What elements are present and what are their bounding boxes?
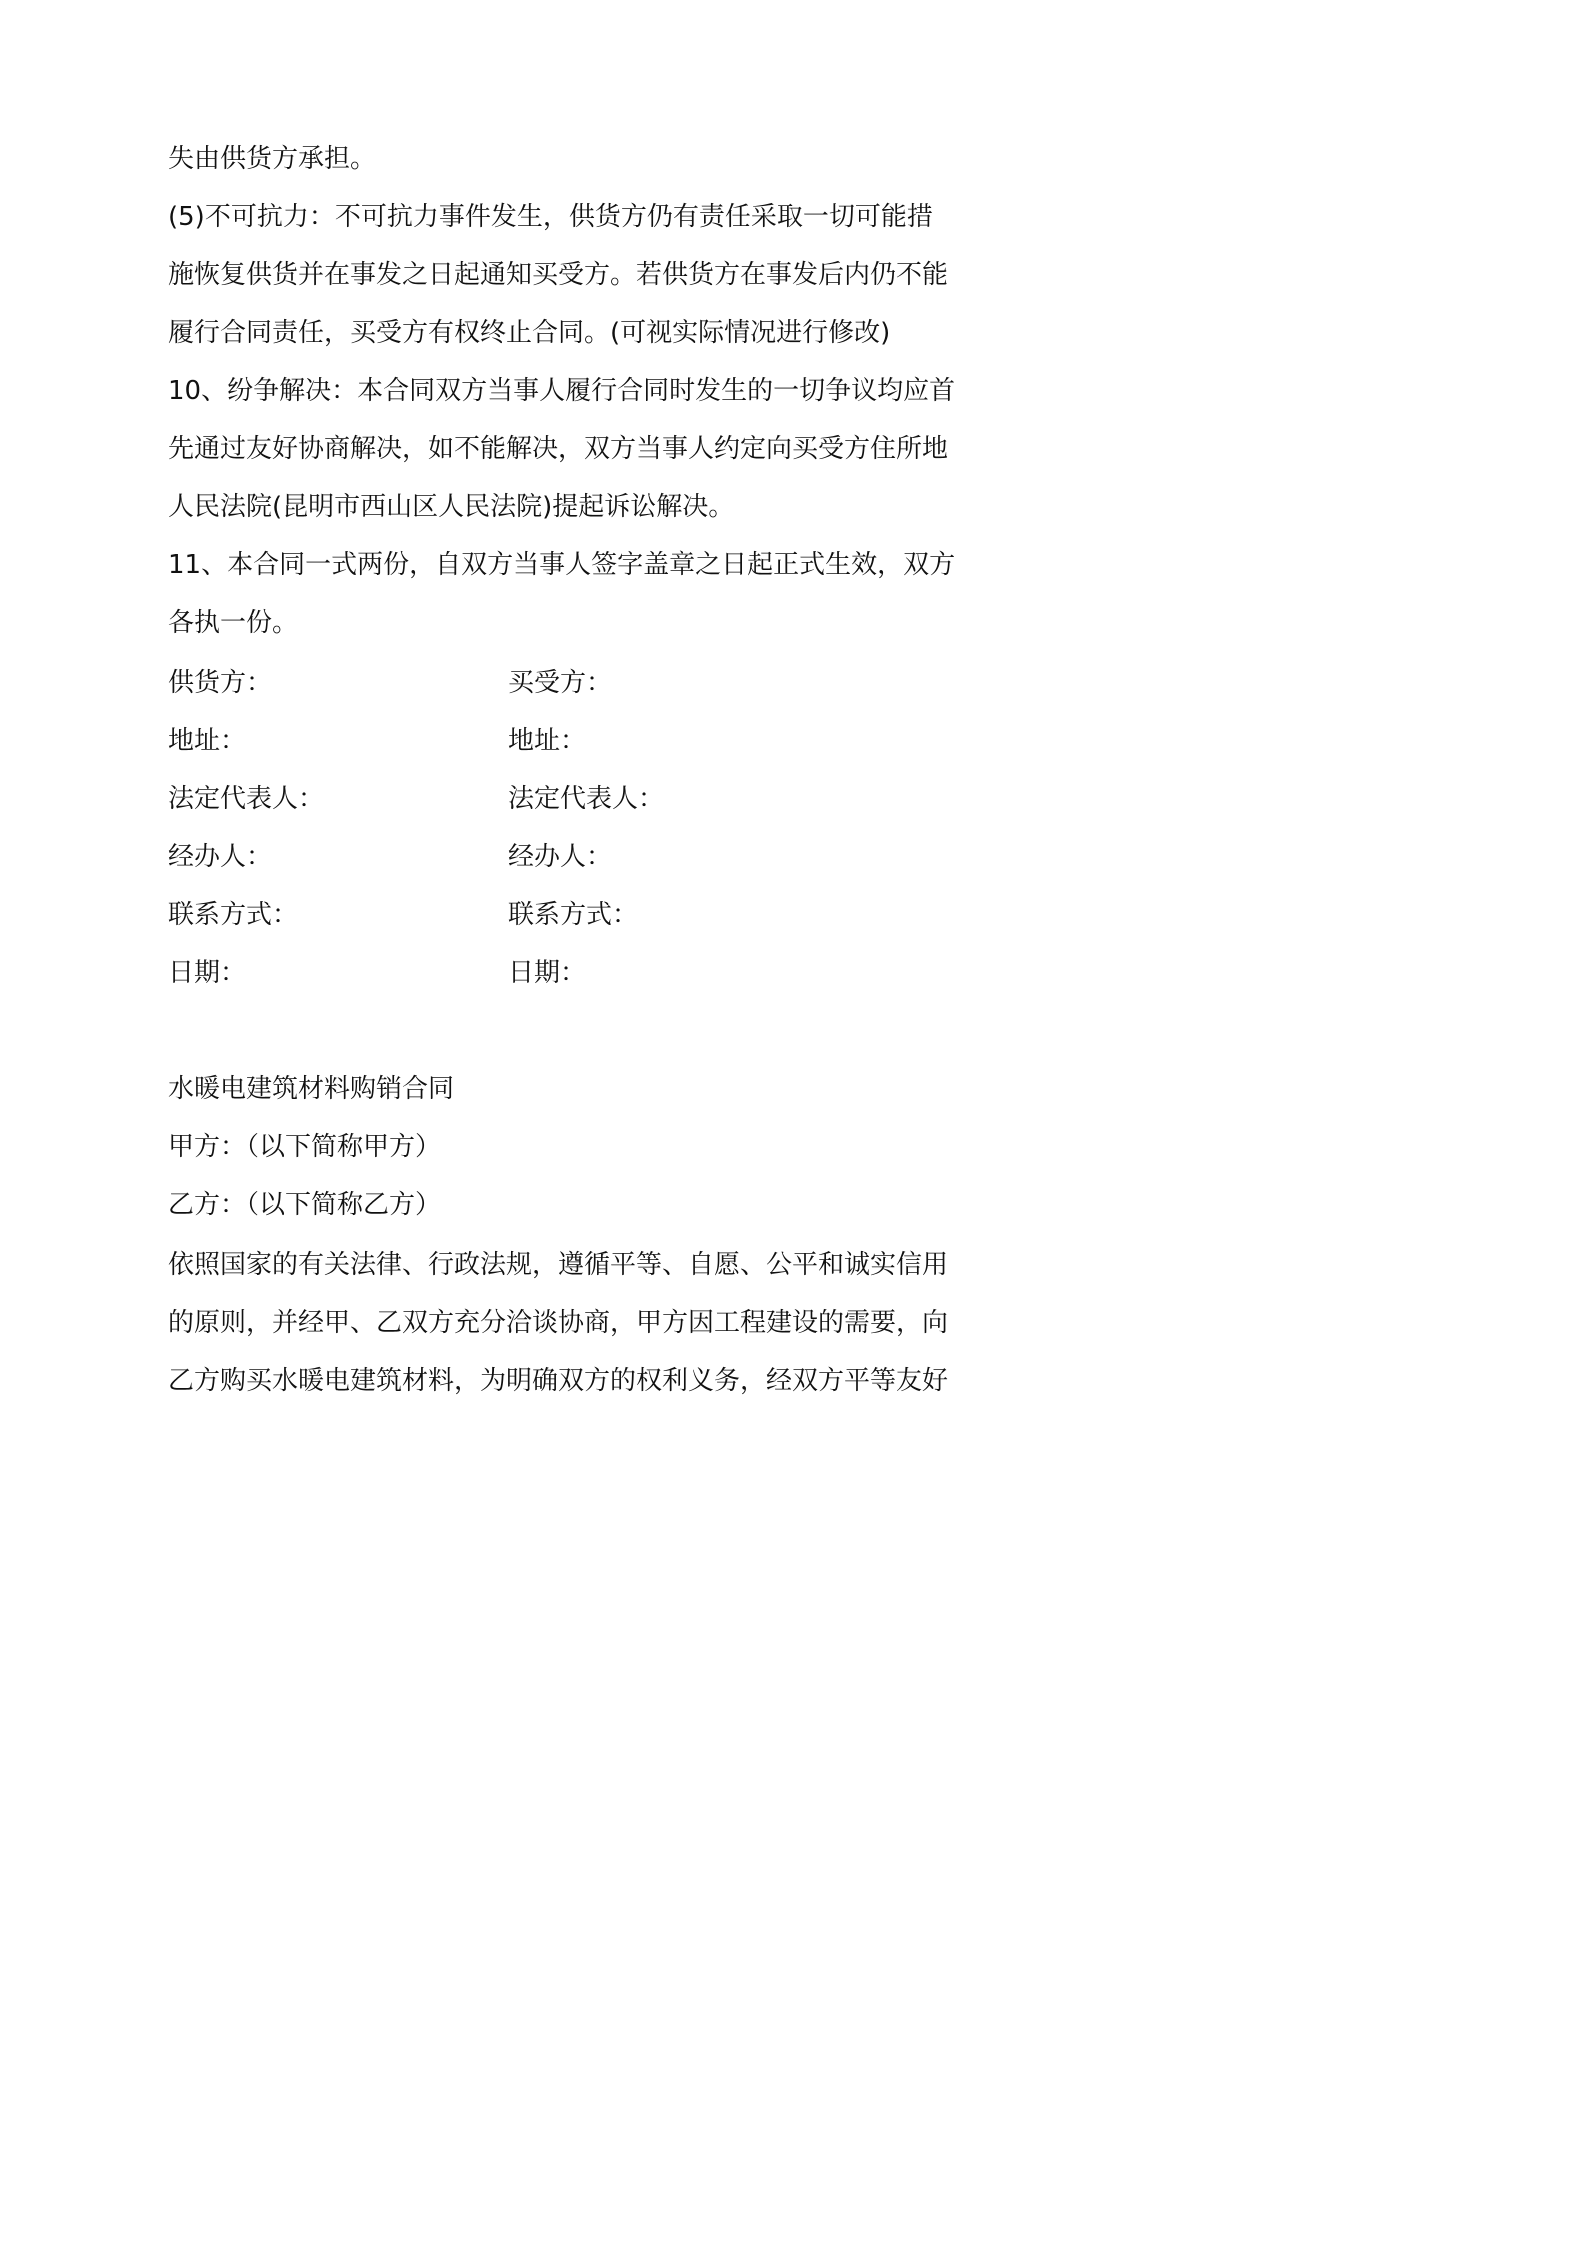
text-line-6: 先通过友好协商解决，如不能解决，双方当事人约定向买受方住所地 <box>168 434 949 464</box>
party-b-line: 乙方：（以下简称乙方） <box>168 1190 442 1220</box>
body-line-2: 的原则，并经甲、乙双方充分洽谈协商，甲方因工程建设的需要，向 <box>168 1308 949 1338</box>
signature-right-buyer: 买受方： <box>508 668 613 698</box>
text-line-1: 失由供货方承担。 <box>168 144 377 174</box>
signature-right-date: 日期： <box>508 958 587 988</box>
signature-right-legal-rep: 法定代表人： <box>508 784 665 814</box>
signature-right-address: 地址： <box>508 726 587 756</box>
document-page <box>0 0 1100 1556</box>
signature-right-handler: 经办人： <box>508 842 613 872</box>
signature-left-date: 日期： <box>168 958 247 988</box>
text-line-3: 施恢复供货并在事发之日起通知买受方。若供货方在事发后内仍不能 <box>168 260 949 290</box>
text-line-7: 人民法院(昆明市西山区人民法院)提起诉讼解决。 <box>168 492 735 522</box>
body-line-1: 依照国家的有关法律、行政法规，遵循平等、自愿、公平和诚实信用 <box>168 1250 949 1280</box>
signature-left-legal-rep: 法定代表人： <box>168 784 325 814</box>
signature-left-supplier: 供货方： <box>168 668 273 698</box>
signature-left-handler: 经办人： <box>168 842 273 872</box>
text-line-4: 履行合同责任，买受方有权终止合同。(可视实际情况进行修改) <box>168 318 891 348</box>
party-a-line: 甲方：（以下简称甲方） <box>168 1132 442 1162</box>
signature-right-contact: 联系方式： <box>508 900 639 930</box>
text-line-2: (5)不可抗力：不可抗力事件发生，供货方仍有责任采取一切可能措 <box>168 202 933 232</box>
text-line-9: 各执一份。 <box>168 608 299 638</box>
signature-left-address: 地址： <box>168 726 247 756</box>
contract-title: 水暖电建筑材料购销合同 <box>168 1074 455 1104</box>
signature-left-contact: 联系方式： <box>168 900 299 930</box>
text-line-5: 10、纷争解决：本合同双方当事人履行合同时发生的一切争议均应首 <box>168 376 956 406</box>
body-line-3: 乙方购买水暖电建筑材料，为明确双方的权利义务，经双方平等友好 <box>168 1366 949 1396</box>
text-line-8: 11、本合同一式两份，自双方当事人签字盖章之日起正式生效，双方 <box>168 550 956 580</box>
